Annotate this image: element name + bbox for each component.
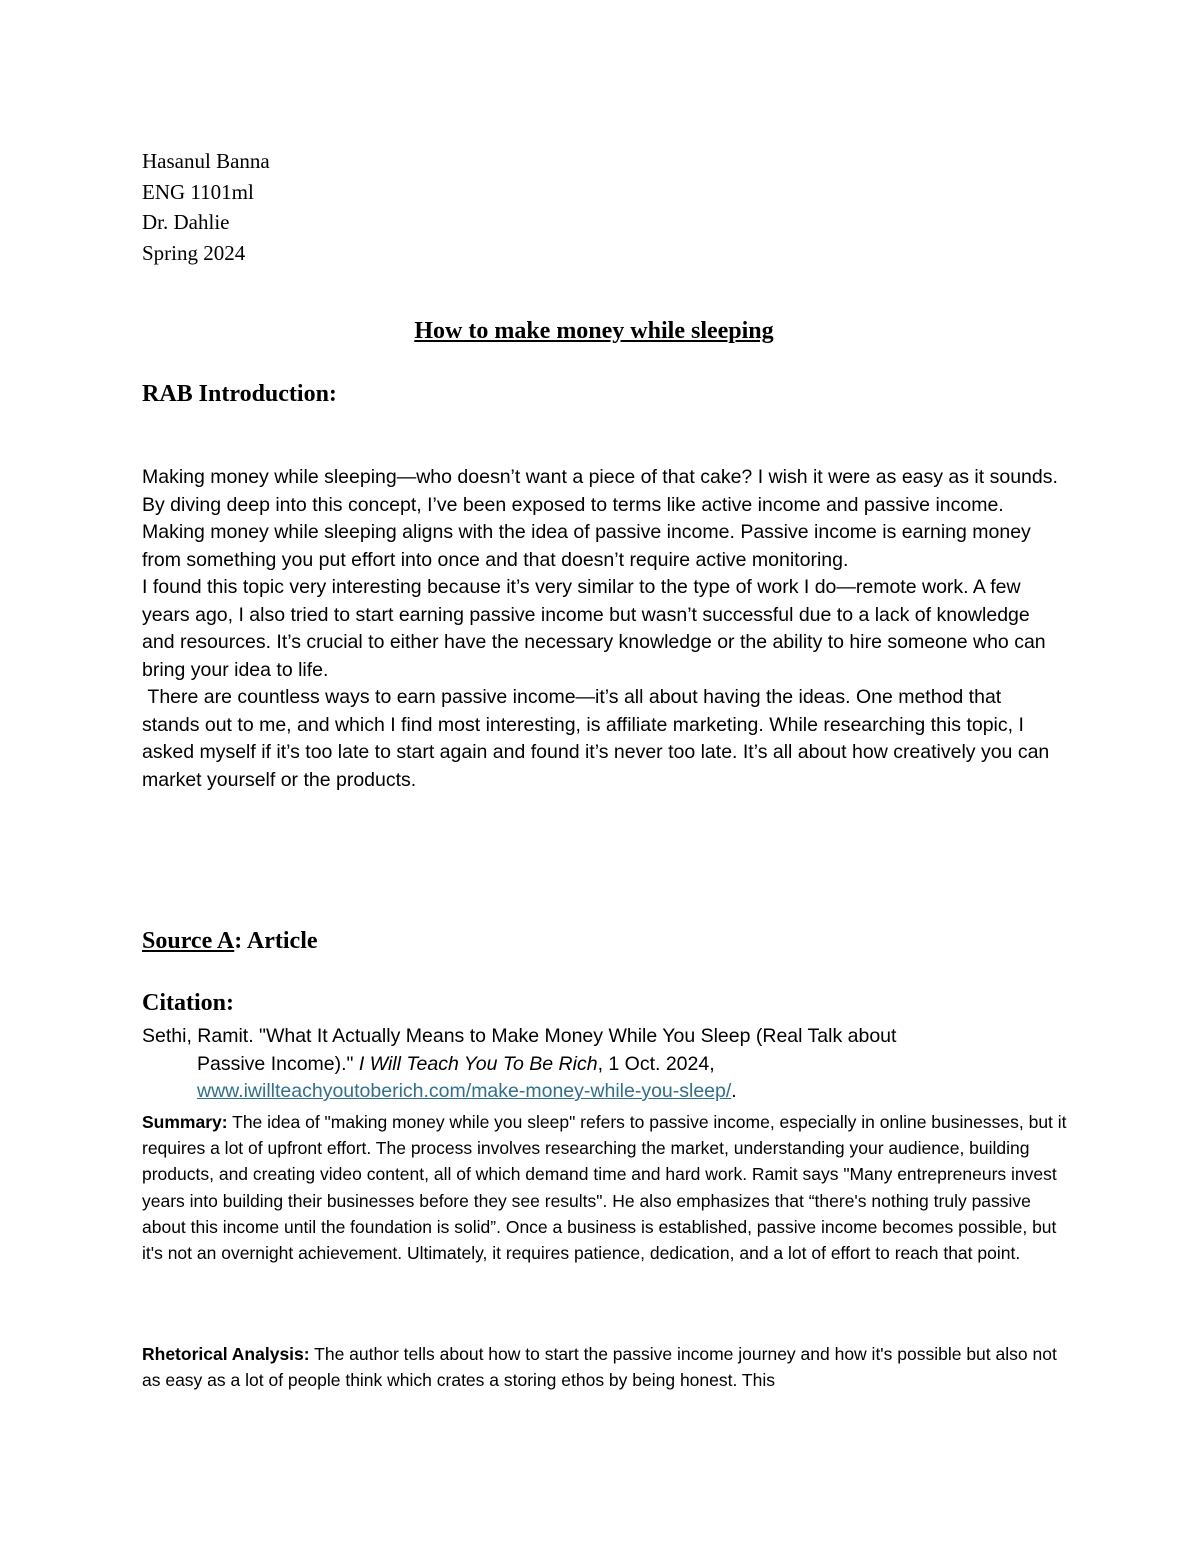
citation-body — [142, 1023, 1062, 1106]
intro-heading: RAB Introduction: — [142, 381, 337, 407]
citation-heading: Citation: — [142, 990, 234, 1016]
summary-label: Summary: — [142, 1112, 228, 1132]
intro-paragraph-2: I found this topic very interesting because it’s very similar to the type of work I do—remote work. A few years ago, I also tried to start earning passive income but wasn’t successful due to a lack of knowledge and resources. It’s crucial to either have the necessary knowledge or the ability to hire someone who can bring your idea to life. — [142, 576, 1046, 681]
summary-body — [142, 1109, 1067, 1266]
citation-url-link[interactable]: www.iwillteachyoutoberich.com/make-money-while-you-sleep/ — [197, 1080, 732, 1102]
term: Spring 2024 — [142, 240, 246, 265]
intro-body — [142, 464, 1062, 794]
rhetorical-analysis-label: Rhetorical Analysis: — [142, 1344, 310, 1364]
summary-text: The idea of "making money while you sleep" refers to passive income, especially in online businesses, but it requires a lot of upfront effort. The process involves researching the market, understanding your audience, building products, and creating video content, all of which demand time and hard work. Ramit says "Many entrepreneurs invest years into building their businesses before they see results". He also emphasizes that “there's nothing truly passive about this income until the foundation is solid”. Once a business is established, passive income becomes possible, but it's not an overnight achievement. Ultimately, it requires patience, dedication, and a lot of effort to reach that point. — [142, 1112, 1067, 1264]
citation-line-1: Sethi, Ramit. "What It Actually Means to Make Money While You Sleep (Real Talk about — [142, 1025, 897, 1047]
header-block — [142, 146, 270, 268]
citation-url-suffix: . — [731, 1080, 737, 1102]
course-code: ENG 1101ml — [142, 179, 254, 204]
citation-line-2 — [142, 1051, 1062, 1079]
citation-line-3 — [142, 1078, 1062, 1106]
citation-publication: I Will Teach You To Be Rich — [358, 1052, 598, 1075]
source-a-type: : Article — [234, 928, 318, 954]
document-title: How to make money while sleeping — [414, 318, 774, 344]
intro-paragraph-3: There are countless ways to earn passive income—it’s all about having the ideas. One method that stands out to me, and which I find most interesting, is affiliate marketing. While researching this topic, I asked myself if it’s too late to start again and found it’s never too late. It’s all about how creatively you can market yourself or the products. — [142, 686, 1055, 791]
rhetorical-analysis-text: The author tells about how to start the passive income journey and how it's possible but also not as easy as a lot of people think which crates a storing ethos by being honest. This — [142, 1344, 1057, 1391]
citation-line-2-suffix: , 1 Oct. 2024, — [597, 1052, 715, 1075]
rhetorical-analysis-body — [142, 1341, 1067, 1393]
source-a-heading — [142, 928, 318, 955]
rhetorical-analysis-paragraph — [142, 1341, 1067, 1393]
author-name: Hasanul Banna — [142, 149, 270, 173]
instructor-name: Dr. Dahlie — [142, 210, 230, 234]
citation-line-2-prefix: Passive Income)." — [197, 1052, 359, 1075]
intro-paragraph-1: Making money while sleeping—who doesn’t want a piece of that cake? I wish it were as easy as it sounds. By diving deep into this concept, I’ve been exposed to terms like active income and passive income. Making money while sleeping aligns with the idea of passive income. Passive income is earning money from something you put effort into once and that doesn’t require active monitoring. — [142, 466, 1058, 571]
source-a-label: Source A — [142, 928, 235, 954]
summary-paragraph — [142, 1109, 1067, 1266]
